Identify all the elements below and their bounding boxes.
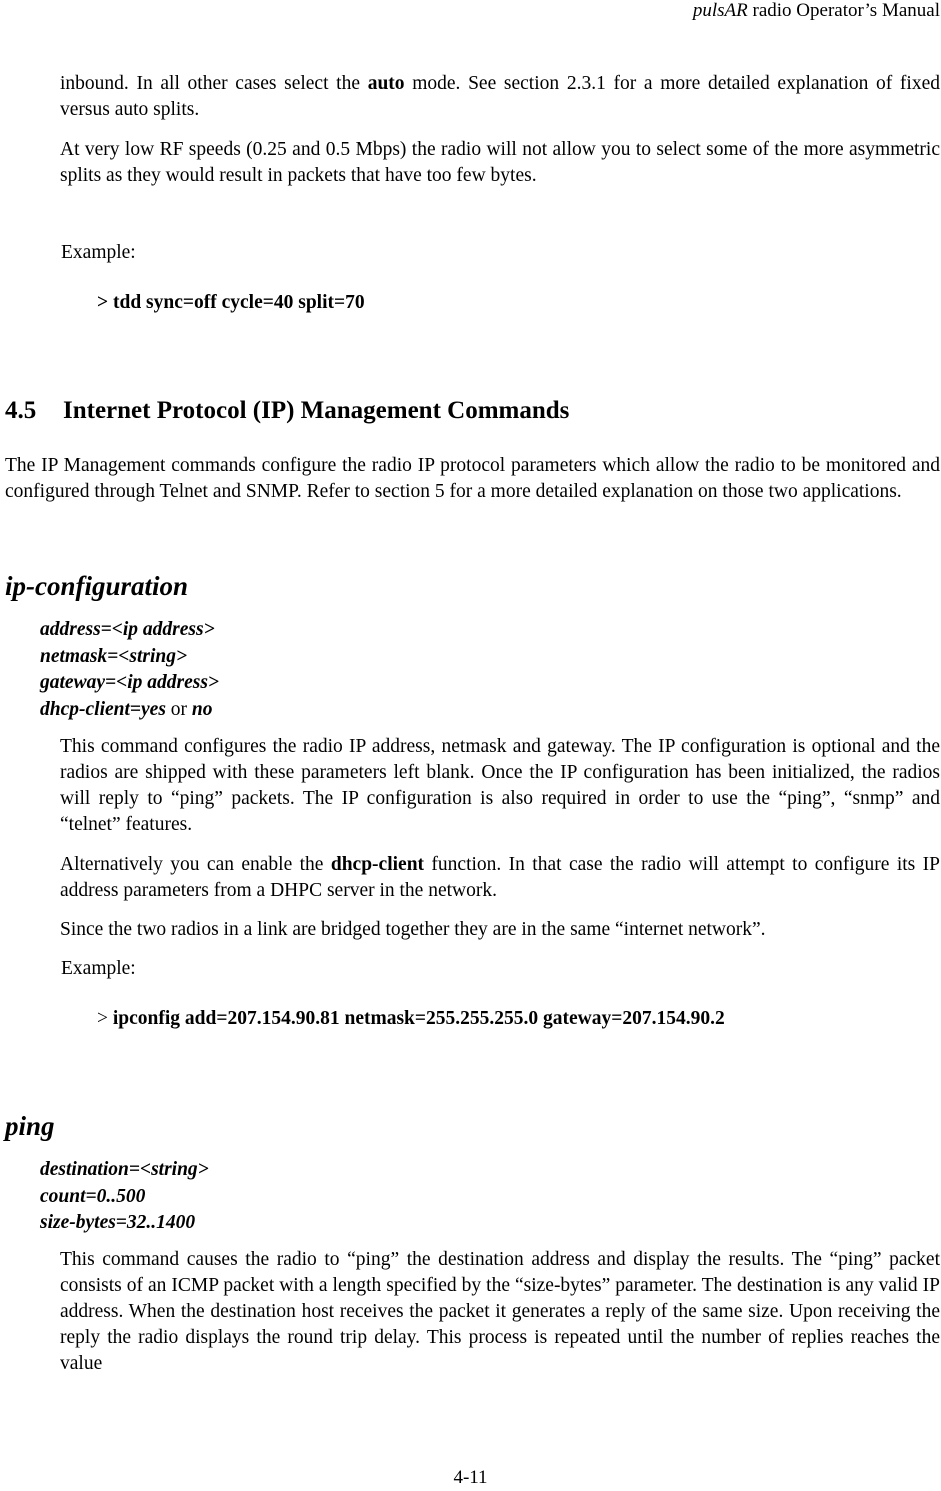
section-heading xyxy=(5,397,569,425)
param-address: address=<ip address> xyxy=(40,619,215,640)
header-product-name: pulsAR xyxy=(692,0,748,21)
ping-paragraph-1: This command causes the radio to “ping” the destination address and display the results. The “ping” packet consists of an ICMP packet with a length specified by the “size-bytes” parameter. The destination is any valid IP address. When the destination host receives the packet it generates a reply of the same size. Upon receiving the reply the radio displays the round trip delay. This process is repeated until the number of replies reaches the value xyxy=(60,1249,940,1374)
dhcp-client-term: dhcp-client xyxy=(330,854,425,875)
running-header xyxy=(693,0,940,22)
page-number: 4-11 xyxy=(453,1467,488,1488)
example-label: Example: xyxy=(61,242,136,263)
param-netmask: netmask=<string> xyxy=(40,645,188,667)
section-number: 4.5 xyxy=(5,397,37,424)
ping-parameters xyxy=(40,1157,209,1237)
ipconfig-parameters xyxy=(40,617,219,723)
param-count: count=0..500 xyxy=(40,1185,146,1207)
ping-heading: ping xyxy=(5,1111,55,1141)
auto-mode-term: auto xyxy=(367,73,405,94)
param-gateway: gateway=<ip address> xyxy=(40,672,220,693)
param-dhcp-client: dhcp-client=yes or no xyxy=(40,698,213,720)
ipconfig-paragraph-3: Since the two radios in a link are bridged together they are in the same “internet network”. xyxy=(60,919,766,940)
ipconfig-example-label: Example: xyxy=(61,958,136,979)
section-intro-paragraph: The IP Management commands configure the radio IP protocol parameters which allow the radio to be monitored and configured through Telnet and SNMP. Refer to section 5 for a more detailed explanation on those two applications. xyxy=(5,455,940,502)
ipconfig-example-command: > ipconfig add=207.154.90.81 netmask=255.255.255.0 gateway=207.154.90.2 xyxy=(97,1008,725,1029)
param-size-bytes: size-bytes=32..1400 xyxy=(40,1212,196,1233)
header-manual-title: radio Operator’s Manual xyxy=(747,0,940,21)
tdd-example-command: > tdd sync=off cycle=40 split=70 xyxy=(97,292,365,313)
param-destination: destination=<string> xyxy=(40,1159,209,1180)
ipconfig-paragraph-2: Alternatively you can enable the dhcp-client function. In that case the radio will attempt to configure its IP address parameters from a DHPC server in the network. xyxy=(60,854,940,901)
ipconfig-heading: ip-configuration xyxy=(5,571,189,601)
ipconfig-paragraph-1: This command configures the radio IP address, netmask and gateway. The IP configuration is optional and the radios are shipped with these parameters left blank. Once the IP configuration has been initialized, the radios will reply to “ping” packets. The IP configuration is also required in order to use the “ping”, “snmp” and “telnet” features. xyxy=(60,736,940,835)
section-title: Internet Protocol (IP) Management Commands xyxy=(63,397,570,424)
intro-paragraph-1: inbound. In all other cases select the auto mode. See section 2.3.1 for a more detailed explanation of fixed versus auto splits. xyxy=(60,73,941,120)
intro-paragraph-2: At very low RF speeds (0.25 and 0.5 Mbps) the radio will not allow you to select some of the more asymmetric splits as they would result in packets that have too few bytes. xyxy=(60,139,940,186)
